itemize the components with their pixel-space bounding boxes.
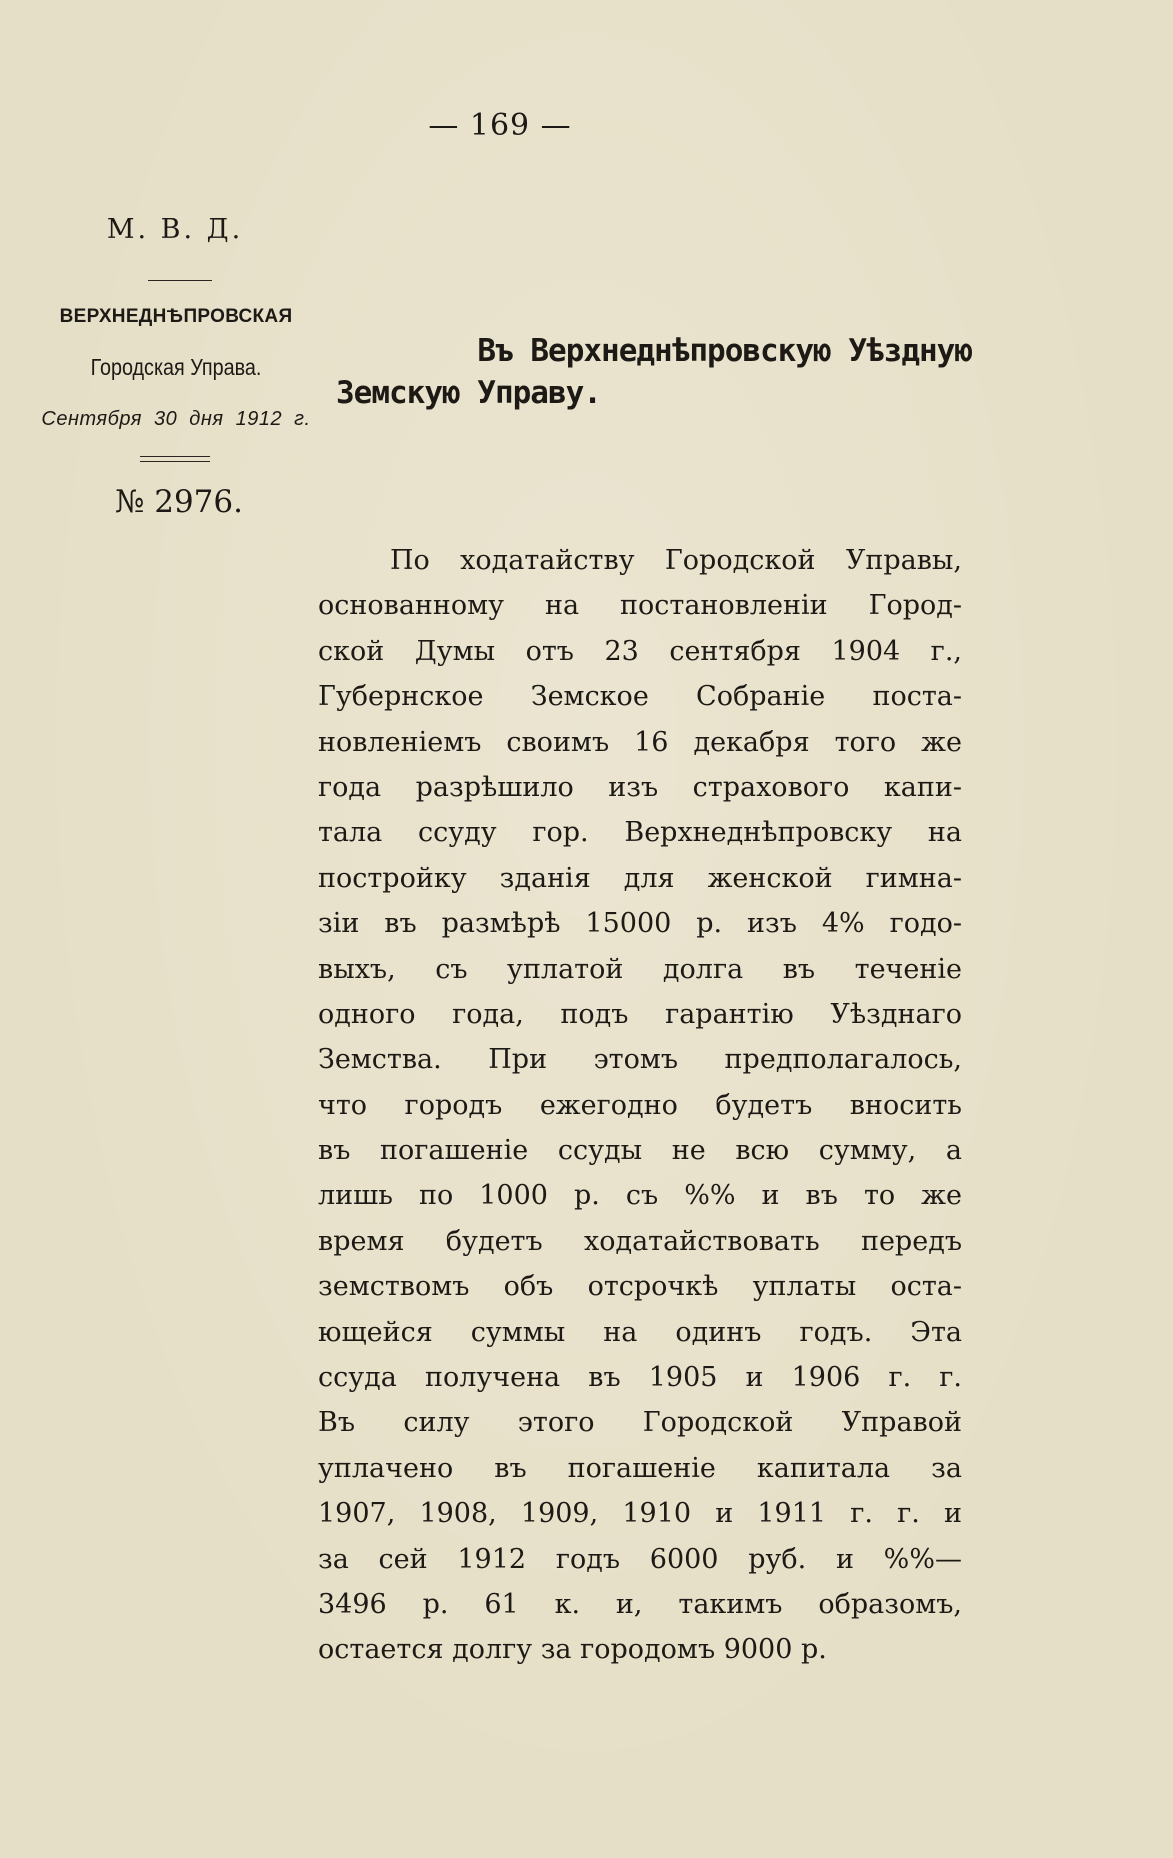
addressee-line-2: Земскую Управу. (336, 375, 601, 411)
body-line: новленіемъ своимъ 16 декабря того же (318, 726, 962, 758)
body-line: земствомъ объ отсрочкѣ уплаты оста- (318, 1271, 962, 1303)
page-number: — 169 — (428, 108, 572, 143)
body-line: Губернское Земское Собраніе поста- (318, 681, 962, 713)
body-line: въ погашеніе ссуды не всю сумму, а (318, 1135, 962, 1167)
body-line: время будетъ ходатайствовать передъ (318, 1225, 962, 1257)
body-line: основанному на постановленіи Город- (318, 590, 962, 622)
body-line: лишь по 1000 р. съ %% и въ то же (318, 1180, 962, 1212)
body-line: 3496 р. 61 к. и, такимъ образомъ, (318, 1588, 962, 1620)
body-line: Въ силу этого Городской Управой (318, 1407, 962, 1439)
body-line: 1907, 1908, 1909, 1910 и 1911 г. г. и (318, 1498, 962, 1530)
letter-date: Сентября 30 дня 1912 г. (41, 408, 311, 430)
body-line: остается долгу за городомъ 9000 р. (318, 1634, 827, 1666)
body-line: уплачено въ погашеніе капитала за (318, 1452, 962, 1484)
body-line: что городъ ежегодно будетъ вносить (318, 1089, 962, 1121)
divider-short (148, 280, 212, 281)
body-line: зіи въ размѣрѣ 15000 р. изъ 4% годо- (318, 908, 962, 940)
body-line: одного года, подъ гарантію Уѣзднаго (318, 998, 962, 1030)
document-number: № 2976. (115, 484, 243, 520)
body-line: ссуда получена въ 1905 и 1906 г. г. (318, 1362, 962, 1394)
body-line: По ходатайству Городской Управы, (390, 545, 962, 576)
sender-name: ВЕРХНЕДНѢПРОВСКАЯ (59, 306, 293, 327)
body-line: ской Думы отъ 23 сентября 1904 г., (318, 635, 962, 667)
divider-double (140, 456, 210, 462)
addressee (332, 330, 972, 414)
body-line: выхъ, съ уплатой долга въ теченіе (318, 953, 962, 985)
body-line: ющейся суммы на одинъ годъ. Эта (318, 1316, 962, 1348)
body-line: постройку зданія для женской гимна- (318, 862, 962, 894)
ministry-abbreviation: М. В. Д. (106, 214, 244, 245)
body-line: года разрѣшило изъ страхового капи- (318, 771, 962, 803)
addressee-line-1: Въ Верхнеднѣпровскую Уѣздную (477, 333, 972, 369)
body-line: тала ссуду гор. Верхнеднѣпровску на (318, 817, 962, 849)
body-text (318, 538, 962, 1673)
body-line: Земства. При этомъ предполагалось, (318, 1044, 962, 1076)
body-line: за сей 1912 годъ 6000 руб. и %%— (318, 1543, 962, 1575)
sender-office: Городская Управа. (90, 354, 262, 380)
